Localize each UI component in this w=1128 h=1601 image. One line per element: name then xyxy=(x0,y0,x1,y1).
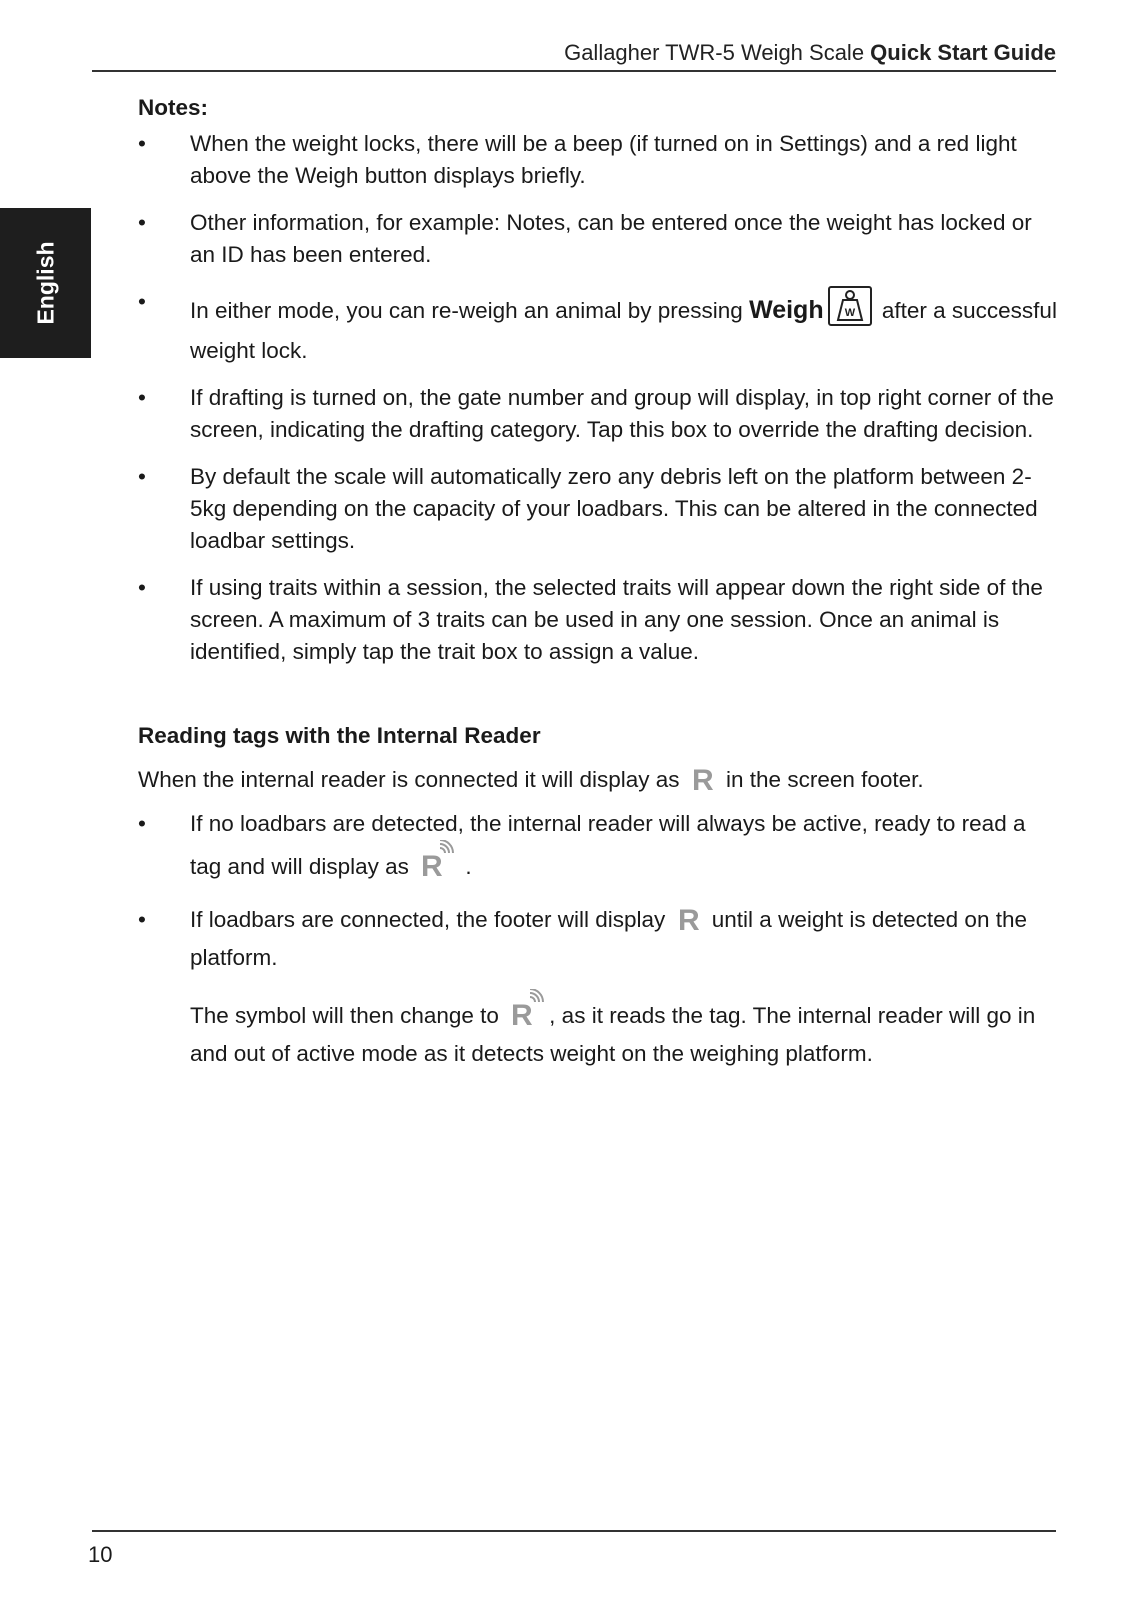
header-title-bold: Quick Start Guide xyxy=(870,40,1056,65)
page-header xyxy=(92,38,1056,68)
list-item xyxy=(138,286,1058,367)
header-title-prefix: Gallagher TWR-5 Weigh Scale xyxy=(564,40,871,65)
bullet-point: • xyxy=(138,289,146,314)
list-item xyxy=(138,207,1058,271)
bullet-point: • xyxy=(138,131,146,156)
bullet-point: • xyxy=(138,210,146,235)
page-content xyxy=(138,92,1058,1070)
weigh-scale-icon xyxy=(828,286,872,335)
reader-followup xyxy=(138,989,1058,1070)
reader-text: , as it reads the tag. The internal reader will go in and out of active mode as it detects weight on the weighing platform. xyxy=(190,1003,1036,1066)
list-item xyxy=(138,904,1058,974)
note-text: If using traits within a session, the selected traits will appear down the right side of the screen. A maximum of 3 traits can be used in any one session. Once an animal is identified, simply tap the trait box to assign a value. xyxy=(190,575,1043,664)
reader-text: The symbol will then change to xyxy=(190,1003,506,1028)
list-item xyxy=(138,382,1058,446)
reader-icon-letter: R xyxy=(421,850,443,880)
reader-active-icon xyxy=(419,840,455,889)
header-divider xyxy=(92,70,1056,72)
note-text: after a successful weight lock. xyxy=(190,298,1057,363)
reader-text: If loadbars are connected, the footer will display xyxy=(190,907,672,932)
bullet-point: • xyxy=(138,907,146,932)
bullet-point: • xyxy=(138,385,146,410)
reader-icon-letter: R xyxy=(691,765,714,793)
footer-divider xyxy=(92,1530,1056,1532)
bullet-point: • xyxy=(138,811,146,836)
reader-connected-icon xyxy=(690,765,716,802)
list-item xyxy=(138,572,1058,668)
weigh-icon-letter: W xyxy=(844,307,855,319)
list-item xyxy=(138,808,1058,889)
note-text: If drafting is turned on, the gate number and group will display, in top right corner of the screen, indicating the drafting category. Tap this box to override the drafting decision. xyxy=(190,385,1054,442)
reader-active-icon xyxy=(509,989,545,1038)
language-tab xyxy=(0,208,91,358)
reader-icon-letter: R xyxy=(677,905,700,933)
reader-connected-icon xyxy=(676,905,702,942)
note-text: Other information, for example: Notes, can be entered once the weight has locked or an ID has been entered. xyxy=(190,210,1032,267)
reader-intro xyxy=(138,764,1058,802)
page-number: 10 xyxy=(88,1542,113,1567)
reader-text: . xyxy=(459,854,472,879)
note-text: In either mode, you can re-weigh an animal by pressing xyxy=(190,298,750,323)
bullet-point: • xyxy=(138,575,146,600)
reader-icon-letter: R xyxy=(511,999,533,1029)
reader-list xyxy=(138,808,1058,974)
reader-intro-text: in the screen footer. xyxy=(719,767,924,792)
note-text: When the weight locks, there will be a beep (if turned on in Settings) and a red light above the Weigh button displays briefly. xyxy=(190,131,1017,188)
weigh-button-label: Weigh xyxy=(749,296,824,324)
bullet-point: • xyxy=(138,464,146,489)
notes-list xyxy=(138,128,1058,668)
reader-heading: Reading tags with the Internal Reader xyxy=(138,723,541,748)
note-text: By default the scale will automatically zero any debris left on the platform between 2-5kg depending on the capacity of your loadbars. This can be altered in the connected loadbar settings. xyxy=(190,464,1038,553)
list-item xyxy=(138,128,1058,192)
reader-text: until a weight is detected on the platform. xyxy=(190,907,1027,970)
language-tab-label: English xyxy=(32,241,58,325)
list-item xyxy=(138,461,1058,557)
notes-heading: Notes: xyxy=(138,95,209,120)
reader-intro-text: When the internal reader is connected it will display as xyxy=(138,767,686,792)
reader-text: If no loadbars are detected, the internal reader will always be active, ready to read a tag and will display as xyxy=(190,811,1026,879)
